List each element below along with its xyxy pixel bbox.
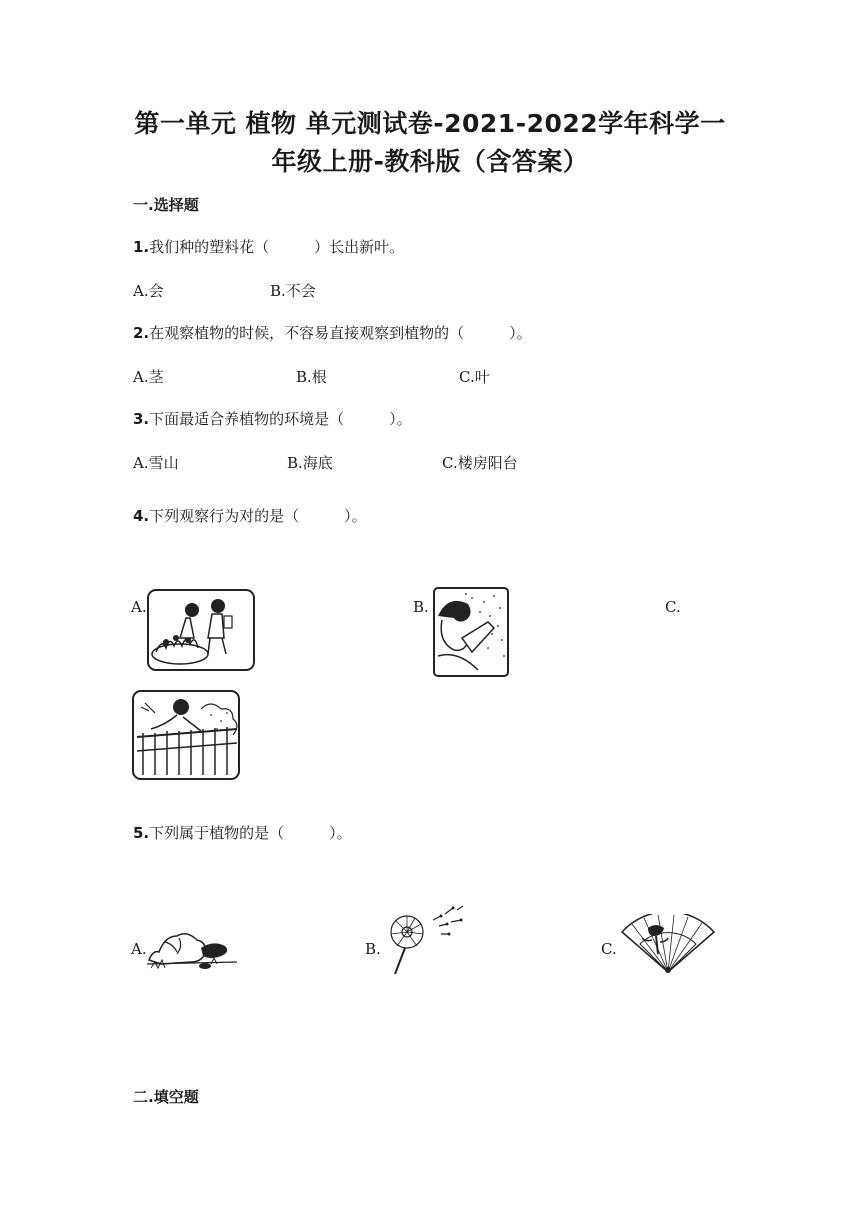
question-number: 5. [133, 824, 150, 842]
section-heading-choice: 一.选择题 [133, 196, 199, 214]
question-2 [133, 322, 532, 343]
question-number: 2. [133, 324, 150, 342]
option-4b: B. [413, 598, 429, 616]
question-text: 下面最适合养植物的环境是（ ）。 [149, 410, 412, 428]
question-4 [133, 505, 367, 526]
question-1 [133, 236, 404, 257]
dandelion-image [383, 902, 469, 978]
option-3c: C.楼房阳台 [442, 454, 518, 472]
question-text: 下列观察行为对的是（ ）。 [149, 507, 367, 525]
folding-fan-image [618, 914, 718, 976]
question-3 [133, 408, 412, 429]
option-5c: C. [601, 940, 617, 958]
question-5 [133, 822, 352, 843]
question-number: 1. [133, 238, 150, 256]
page-title-line-1: 第一单元 植物 单元测试卷-2021-2022学年科学一 [134, 109, 726, 138]
option-1b: B.不会 [270, 282, 316, 300]
question-text: 在观察植物的时候，不容易直接观察到植物的（ ）。 [149, 324, 532, 342]
girl-leaning-on-fence-image [131, 689, 241, 781]
option-4c: C. [665, 598, 681, 616]
option-4a: A. [131, 598, 147, 616]
children-observing-flowers-image [146, 588, 256, 672]
option-2c: C.叶 [459, 368, 490, 386]
option-3b: B.海底 [287, 454, 333, 472]
question-number: 4. [133, 507, 150, 525]
page-title-line-2: 年级上册-教科版（含答案） [271, 147, 589, 176]
option-2b: B.根 [296, 368, 327, 386]
option-1a: A.会 [133, 282, 164, 300]
question-text: 下列属于植物的是（ ）。 [149, 824, 352, 842]
rock-image [145, 924, 241, 974]
option-3a: A.雪山 [133, 454, 179, 472]
question-number: 3. [133, 410, 150, 428]
question-text: 我们种的塑料花（ ）长出新叶。 [149, 238, 405, 256]
section-heading-fill: 二.填空题 [133, 1088, 199, 1106]
boy-close-observation-image [432, 586, 510, 678]
option-5b: B. [365, 940, 381, 958]
option-2a: A.茎 [133, 368, 164, 386]
option-5a: A. [131, 940, 147, 958]
